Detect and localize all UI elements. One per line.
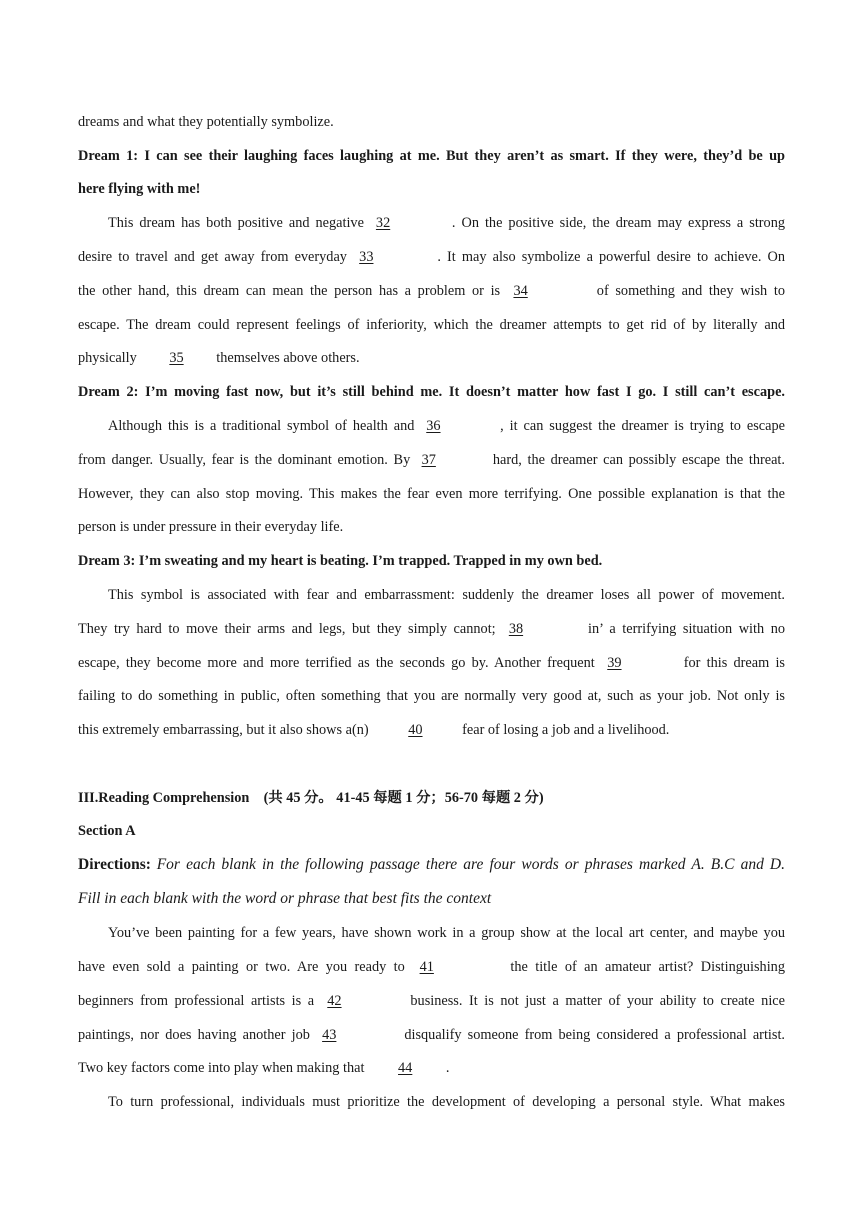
dream1-line-5: physically 35 themselves above others. bbox=[78, 350, 360, 366]
dream3-line-2: They try hard to move their arms and legs, but they simply cannot; 38 in’ a terrifying situation with no bbox=[78, 621, 785, 637]
blank-33: 33 bbox=[359, 249, 374, 265]
directions-line-2: Fill in each blank with the word or phrase that best fits the context bbox=[78, 890, 492, 907]
intro-tail: dreams and what they potentially symbolize. bbox=[78, 114, 334, 130]
passage-line-4: paintings, nor does having another job 43 disqualify someone from being considered a professional artist. bbox=[78, 1027, 785, 1043]
passage-line-1: You’ve been painting for a few years, have shown work in a group show at the local art center, and maybe you bbox=[108, 925, 785, 941]
dream3-line-3: escape, they become more and more terrified as the seconds go by. Another frequent 39 for this dream is bbox=[78, 655, 785, 671]
blank-32: 32 bbox=[375, 215, 391, 231]
blank-41: 41 bbox=[419, 959, 434, 975]
blank-43: 43 bbox=[322, 1027, 337, 1043]
passage-line-5: Two key factors come into play when making that 44 . bbox=[78, 1060, 450, 1076]
blank-34: 34 bbox=[513, 283, 528, 299]
dream2-line-2: from danger. Usually, fear is the dominant emotion. By 37 hard, the dreamer can possibly escape the threat. bbox=[78, 452, 785, 468]
dream2-line-3: However, they can also stop moving. This makes the fear even more terrifying. One possible explanation is that the bbox=[78, 486, 785, 502]
blank-37: 37 bbox=[421, 452, 436, 468]
dream1-line-1: This dream has both positive and negative 32 . On the positive side, the dream may express a strong bbox=[108, 215, 786, 231]
reading-comprehension-title: III.Reading Comprehension (共 45 分。 41-45 每题 1 分；56-70 每题 2 分) bbox=[78, 790, 544, 806]
passage-line-2: have even sold a painting or two. Are you ready to 41 the title of an amateur artist? Distinguishing bbox=[78, 959, 785, 975]
blank-40: 40 bbox=[408, 722, 423, 738]
directions-label: Directions: bbox=[78, 856, 151, 873]
dream1-line-3: the other hand, this dream can mean the person has a problem or is 34 of something and they wish to bbox=[78, 283, 785, 299]
blank-44: 44 bbox=[398, 1060, 413, 1076]
blank-39: 39 bbox=[607, 655, 622, 671]
dream1-line-2: desire to travel and get away from everyday 33 . It may also symbolize a powerful desire to achieve. On bbox=[78, 249, 785, 265]
blank-38: 38 bbox=[508, 621, 524, 637]
dream3-line-5: this extremely embarrassing, but it also shows a(n) 40 fear of losing a job and a livelihood. bbox=[78, 722, 670, 738]
dream2-line-1: Although this is a traditional symbol of health and 36 , it can suggest the dreamer is trying to escape bbox=[108, 418, 785, 434]
dream3-heading: Dream 3: I’m sweating and my heart is beating. I’m trapped. Trapped in my own bed. bbox=[78, 553, 603, 569]
dream1-heading: Dream 1: I can see their laughing faces laughing at me. But they aren’t as smart. If they were, they’d be up bbox=[78, 148, 785, 164]
blank-35: 35 bbox=[169, 350, 184, 366]
directions-line-1: Directions: For each blank in the following passage there are four words or phrases marked A. B.C and D. bbox=[78, 856, 785, 873]
section-a-heading: Section A bbox=[78, 823, 136, 839]
dream3-line-4: failing to do something in public, often something that you are normally very good at, such as your job. Not only is bbox=[78, 688, 785, 704]
dream2-heading: Dream 2: I’m moving fast now, but it’s still behind me. It doesn’t matter how fast I go. I still can’t escape. bbox=[78, 384, 785, 400]
dream2-line-4: person is under pressure in their everyday life. bbox=[78, 519, 344, 535]
dream3-line-1: This symbol is associated with fear and embarrassment: suddenly the dreamer loses all power of movement. bbox=[108, 587, 785, 603]
dream1-line-4: escape. The dream could represent feelings of inferiority, which the dreamer attempts to get rid of by literally and bbox=[78, 317, 785, 333]
passage2-line-1: To turn professional, individuals must prioritize the development of developing a personal style. What makes bbox=[108, 1094, 785, 1110]
blank-42: 42 bbox=[327, 993, 342, 1009]
passage-line-3: beginners from professional artists is a 42 business. It is not just a matter of your ability to create nice bbox=[78, 993, 785, 1009]
blank-36: 36 bbox=[426, 418, 441, 434]
dream1-heading-cont: here flying with me! bbox=[78, 181, 201, 197]
